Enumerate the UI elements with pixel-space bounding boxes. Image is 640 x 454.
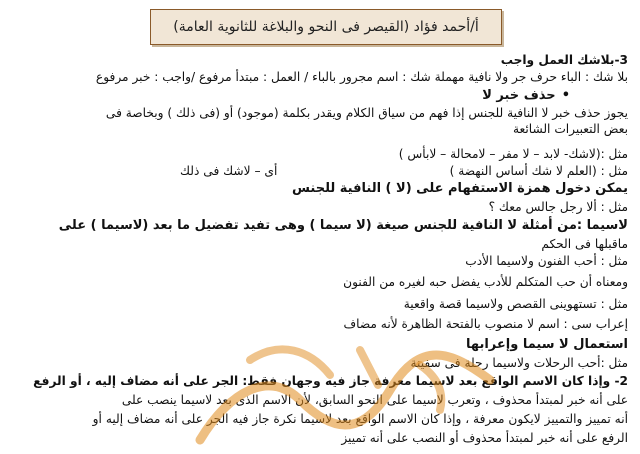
subheading-text: حذف خبر لا — [482, 88, 556, 103]
subheading — [10, 88, 570, 103]
text-line: الرفع على أنه خبر لمبتدأ محذوف أو النصب على أنه تمييز — [341, 431, 628, 445]
text-line: 2- وإذا كان الاسم الواقع بعد لاسيما معرفة جاز فيه وجهان فقط: الجر على أنه مضاف إليه ، أو الرفع — [33, 374, 628, 388]
section-heading: 3-بلاشك العمل واجب — [500, 53, 628, 67]
header-box — [150, 9, 502, 45]
bullet-icon — [556, 88, 570, 103]
text-line: بلا شك : الباء حرف جر ولا نافية مهملة شك : اسم مجرور بالباء / العمل : مبتدأ مرفوع /واجب : خبر مرفوع — [95, 70, 628, 84]
text-line: بعض التعبيرات الشائعة — [512, 122, 628, 136]
text-line: مثل :أحب الرحلات ولاسيما رحلة فى سفينة — [410, 356, 628, 370]
text-line: إعراب سى : اسم لا منصوب بالفتحة الظاهرة لأنه مضاف — [343, 317, 628, 331]
text-line: أى – لاشك فى ذلك — [180, 164, 278, 178]
section-heading: استعمال لا سيما وإعرابها — [465, 337, 628, 352]
text-line: مثل : أحب الفنون ولاسيما الأدب — [465, 254, 628, 268]
text-line: مثل :(لاشك- لابد – لا مفر – لامحالة – لابأس ) — [398, 147, 628, 161]
text-line: على أنه خبر لمبتدأ محذوف ، وتعرب لاسيما على النحو السابق، لأن الاسم الذى بعد لاسيما ينصب على — [121, 393, 628, 407]
section-heading: لاسيما :من أمثلة لا النافية للجنس صيغة (لا سيما ) وهى تفيد تفضيل ما بعد (لاسيما ) على — [58, 218, 628, 233]
text-line: ماقبلها فى الحكم — [541, 237, 628, 251]
text-line: مثل : تستهوينى القصص ولاسيما قصة واقعية — [403, 297, 628, 311]
text-line: مثل : (العلم لا شك أساس النهضة ) — [449, 164, 628, 178]
text-line: أنه تمييز والتمييز لايكون معرفة ، وإذا كان الاسم الواقع بعد لاسيما نكرة جاز فيه الجر على أنه مضاف إليه أو — [92, 412, 628, 426]
text-line: مثل : ألا رجل جالس معك ؟ — [488, 200, 628, 214]
text-line: يجوز حذف خبر لا النافية للجنس إذا فهم من سياق الكلام ويقدر بكلمة (موجود) أو (فى ذلك ) وبخاصة فى — [105, 106, 628, 120]
section-heading: يمكن دخول همزة الاستفهام على (لا ) النافية للجنس — [292, 181, 628, 196]
page-title: أ/أحمد فؤاد (القيصر فى النحو والبلاغة للثانوية العامة) — [173, 19, 479, 35]
text-line: ومعناه أن حب المتكلم للأدب يفضل حبه لغيره من الفنون — [343, 275, 628, 289]
